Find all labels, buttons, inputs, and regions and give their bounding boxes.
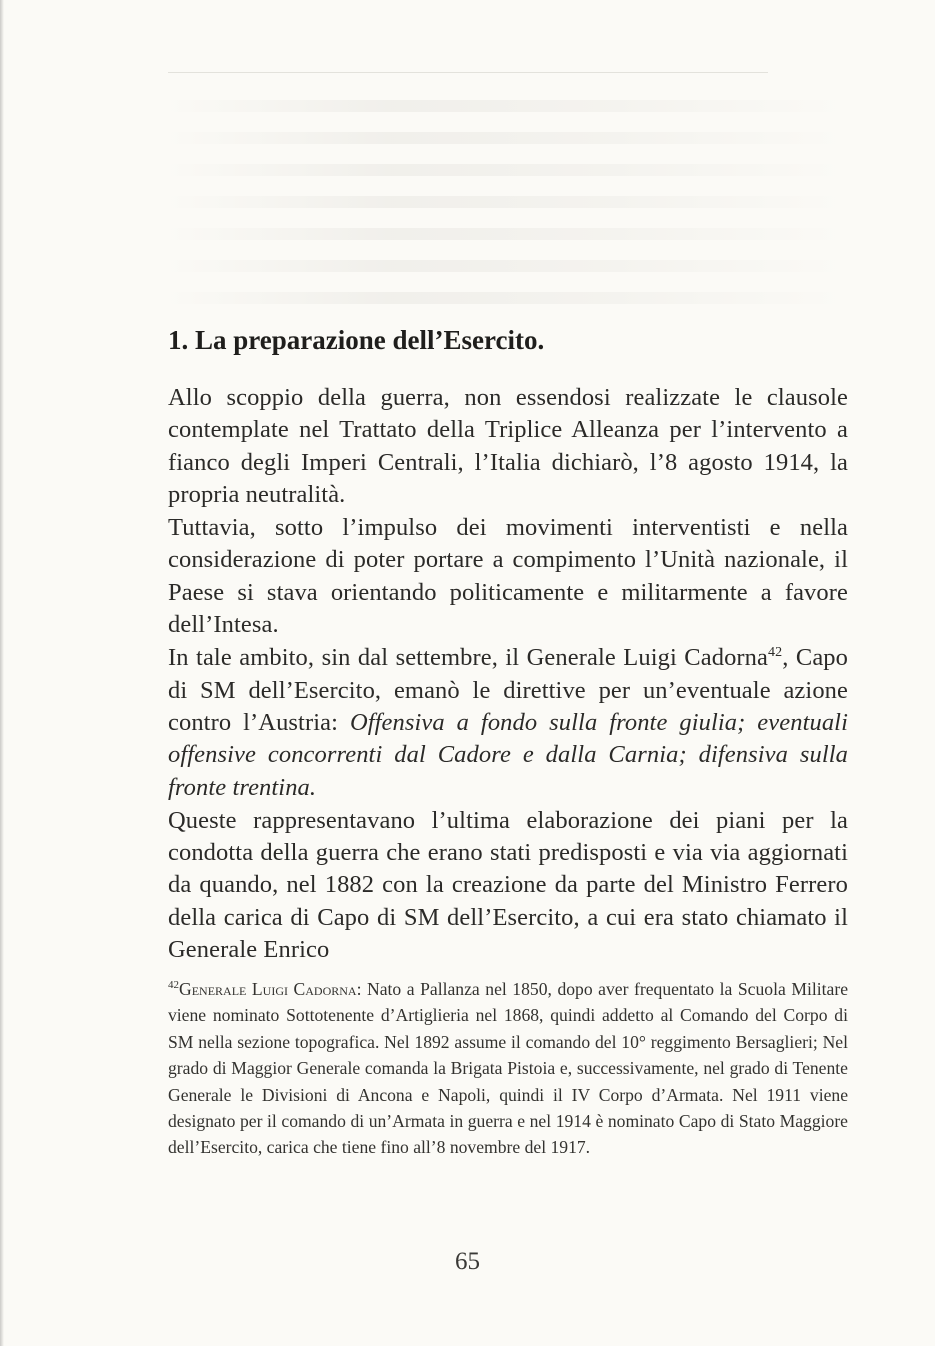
show-through-line [165, 132, 845, 144]
paragraph-text: Queste rappresentavano l’ultima elaborazione dei piani per la condotta della guerra che erano stati predisposti e via via aggiornati da quando, nel 1882 con la creazione da parte del Ministro Ferrero della carica di Capo di SM dell’Esercito, a cui era stato chiamato il Generale Enrico [168, 806, 848, 964]
footnote-number: 42 [168, 979, 179, 992]
paragraph [168, 805, 848, 966]
footnote-reference: 42 [768, 645, 783, 661]
footnote-text: Nato a Pallanza nel 1850, dopo aver frequentato la Scuola Militare viene nominato Sottotenente d’Artiglieria nel 1868, quindi addetto al Comando del Corpo di SM nella sezione topografica. Nel 1892 assume il comando del 10° reggimento Bersaglieri; Nel grado di Maggior Generale comanda la Brigata Pistoia e, successivamente, nel grado di Tenente Generale le Divisioni di Ancona e Napoli, quindi il IV Corpo d’Armata. Nel 1911 viene designato per il comando di un’Armata in guerra e nel 1914 è nominato Capo di Stato Maggiore dell’Esercito, carica che tiene fino all’8 novembre del 1917. [168, 979, 848, 1158]
paragraph-text: Tuttavia, sotto l’impulso dei movimenti interventisti e nella considerazione di poter portare a compimento l’Unità nazionale, il Paese si stava orientando politicamente e militarmente a favore dell’Intesa. [168, 514, 848, 639]
show-through-line [165, 260, 845, 272]
section-heading: 1. La preparazione dell’Esercito. [168, 325, 545, 355]
paragraph [168, 642, 848, 803]
paragraph [168, 382, 848, 511]
paragraph-text: In tale ambito, sin dal settembre, il Generale Luigi Cadorna [168, 644, 769, 672]
show-through-line [165, 292, 845, 304]
directive-quote: Offensiva a fondo sulla fronte giulia; eventuali offensive concorrenti dal Cadore e dalla Carnia; difensiva sulla fronte trentina. [168, 708, 848, 801]
page-number: 65 [455, 1248, 480, 1275]
show-through-line [165, 164, 845, 176]
show-through-line [165, 196, 845, 208]
paragraph-text: , Capo di SM dell’Esercito, emanò le direttive per un’eventuale azione contro l’Austria: [168, 644, 849, 736]
show-through-rule [168, 72, 768, 73]
body-text [168, 382, 848, 966]
footnote-name: Generale Luigi Cadorna: [179, 979, 362, 999]
show-through-line [165, 228, 845, 240]
paragraph-text: Allo scoppio della guerra, non essendosi realizzate le clausole contemplate nel Trattato della Triplice Alleanza per l’intervento a fianco degli Imperi Centrali, l’Italia dichiarò, l’8 agosto 1914, la propria neutralità. [168, 384, 848, 508]
show-through-line [165, 100, 845, 112]
page-edge-shadow [0, 0, 4, 1346]
footnote [168, 976, 848, 1161]
paragraph [168, 512, 848, 641]
